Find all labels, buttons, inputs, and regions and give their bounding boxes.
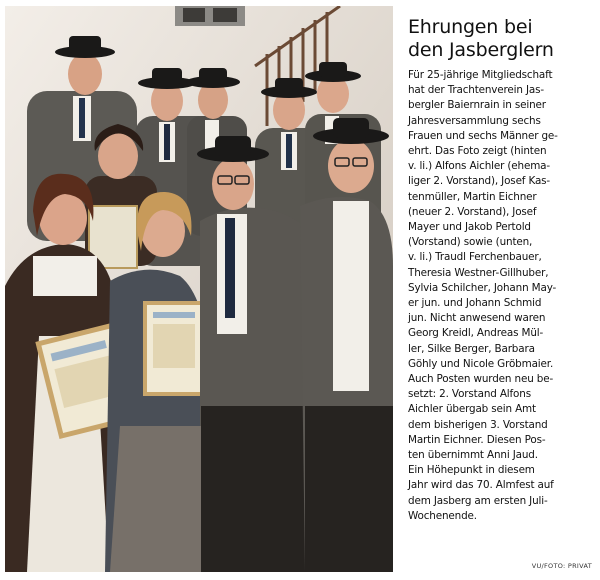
headline <box>408 16 596 62</box>
group-photo-illustration <box>5 6 393 572</box>
article-column <box>398 6 596 572</box>
headline-line-1: Ehrungen bei <box>408 16 533 38</box>
group-photo <box>5 6 393 572</box>
article-body: Für 25-jährige Mitgliedschaft hat der Trachtenverein Jas- bergler Baiernrain in seiner Jahresversammlung sechs Frauen und sechs Männer ge- ehrt. Das Foto zeigt (hinten v. li.) Alfons Aichler (ehema- liger 2. Vorstand), Josef Kas- tenmüller, Martin Eichner (neuer 2. Vorstand), Josef Mayer und Jakob Pertold (Vorstand) sowie (unten, v. li.) Traudl Ferchenbauer, Theresia Westner-Gillhuber, Sylvia Schilcher, Johann May- er jun. und Johann Schmid jun. Nicht anwesend waren Georg Kreidl, Andreas Mül- ler, Silke Berger, Barbara Göhly und Nicole Gröbmaier. Auch Posten wurden neu be- setzt: 2. Vorstand Alfons Aichler übergab sein Amt dem bisherigen 3. Vorstand Martin Eichner. Diesen Pos- ten übernimmt Anni Jaud. Ein Höhepunkt in diesem Jahr wird das 70. Almfest auf dem Jasberg am ersten Juli- Wochenende. <box>408 69 558 522</box>
headline-line-2: den Jasberglern <box>408 39 554 61</box>
photo-credit: VU/FOTO: PRIVAT <box>531 562 592 570</box>
